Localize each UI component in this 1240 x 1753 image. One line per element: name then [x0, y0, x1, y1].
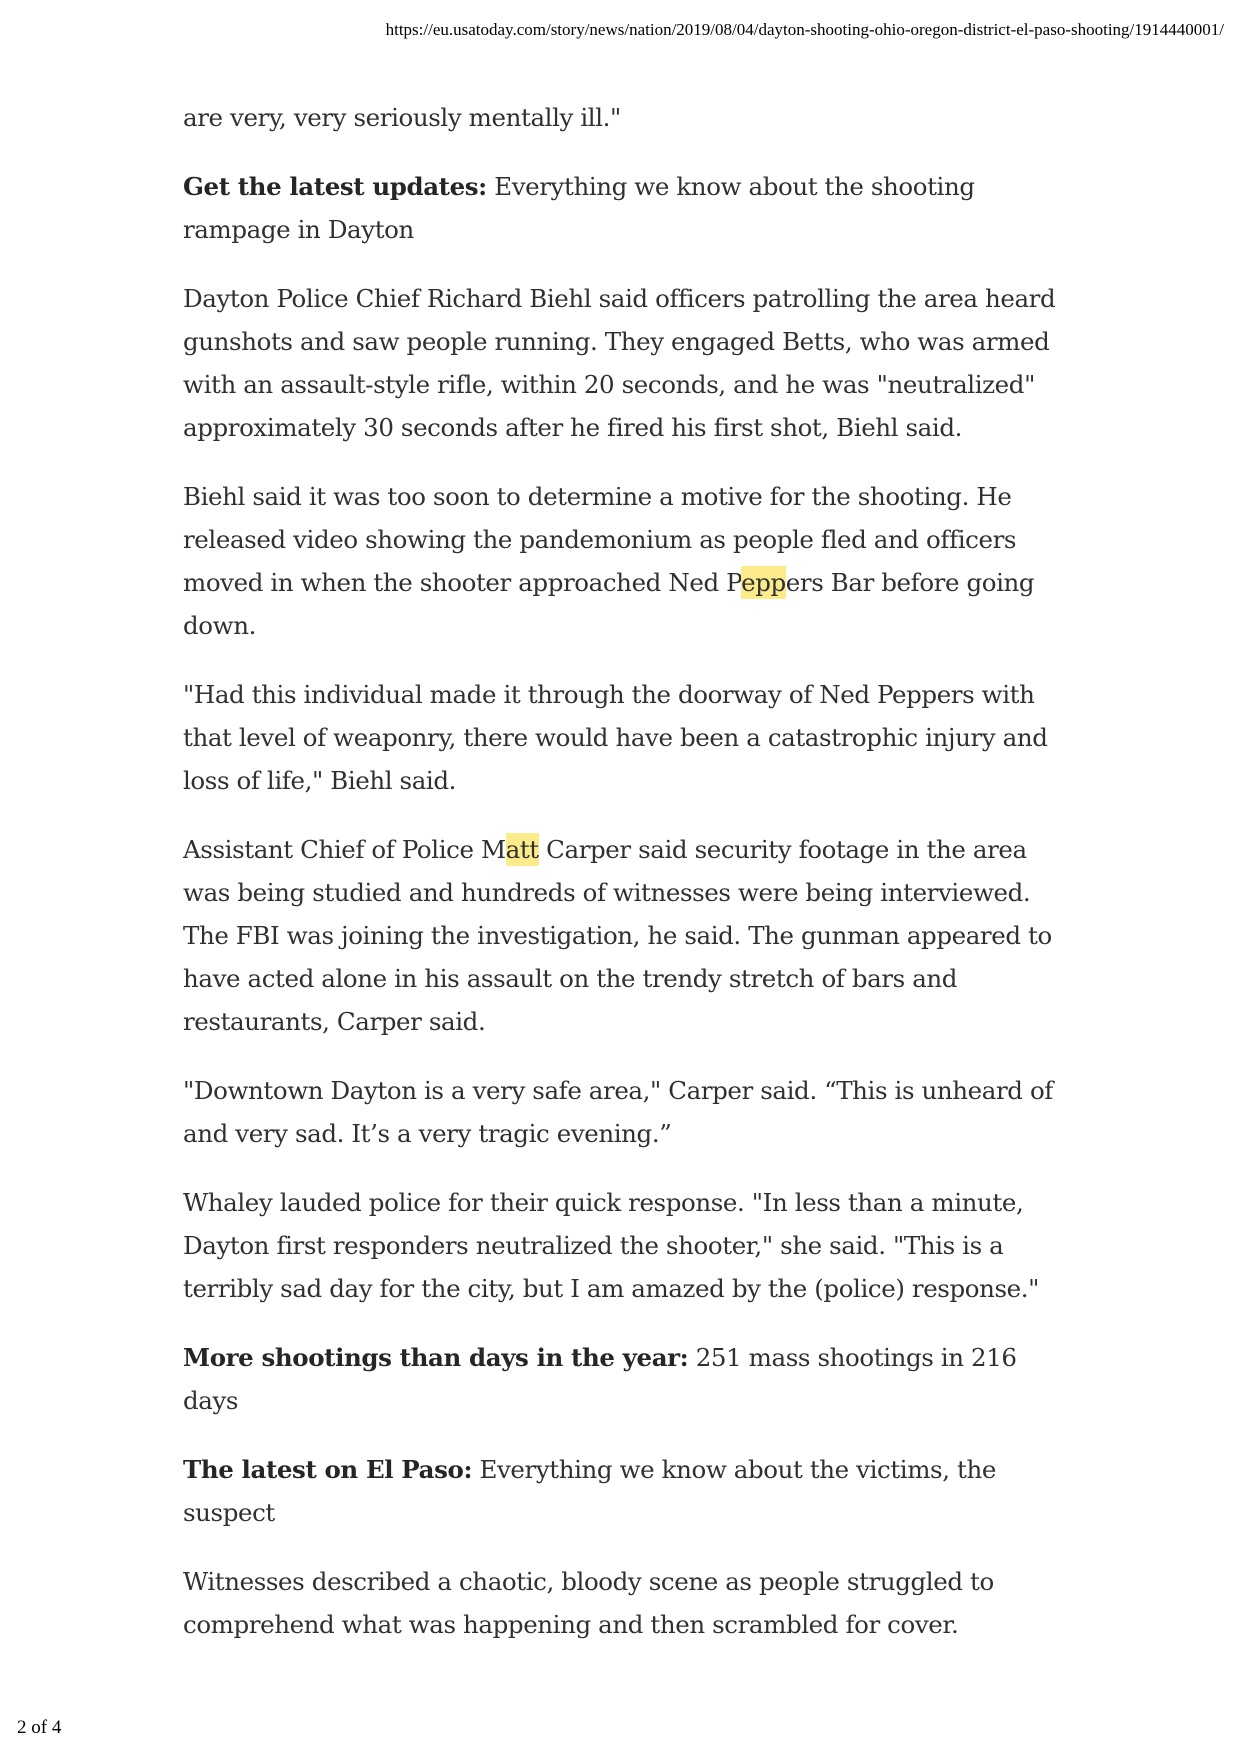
paragraph-biehl-quote: "Had this individual made it through the doorway of Ned Peppers with that level of weaponry, there would have been a catastrophic injury and loss of life," Biehl said.	[183, 680, 1048, 795]
highlight-matt: att	[505, 835, 539, 864]
more-shootings-link-text[interactable]: 251 mass shootings in 216 days	[183, 1343, 1017, 1415]
more-shootings-lead: More shootings than days in the year:	[183, 1343, 689, 1372]
motive-text-start: Biehl said it was too soon to determine a motive for the shooting. He released video showing the pandemonium as people fled and officers moved in when the shooter approached Ned P	[183, 482, 1017, 597]
carper-text-end: Carper said security footage in the area was being studied and hundreds of witnesses were being interviewed. The FBI was joining the investigation, he said. The gunman appeared to have acted alone in his assault on the trendy stretch of bars and restaurants, Carper said.	[183, 835, 1052, 1036]
el-paso-lead: The latest on El Paso:	[183, 1455, 473, 1484]
latest-updates-lead: Get the latest updates:	[183, 172, 487, 201]
paragraph-police-response: Dayton Police Chief Richard Biehl said officers patrolling the area heard gunshots and saw people running. They engaged Betts, who was armed with an assault-style rifle, within 20 seconds, and he was "neutralized" approximately 30 seconds after he fired his first shot, Biehl said.	[183, 284, 1056, 442]
paragraph-carper-quote: "Downtown Dayton is a very safe area," Carper said. “This is unheard of and very sad. It’s a very tragic evening.”	[183, 1076, 1053, 1148]
paragraph-motive	[183, 475, 1068, 647]
article-body	[183, 96, 1068, 1672]
page-indicator: 2 of 4	[17, 1717, 62, 1738]
highlight-pepp: epp	[741, 568, 786, 597]
paragraph-latest-updates-link[interactable]	[183, 165, 1068, 251]
paragraph-el-paso-link[interactable]	[183, 1448, 1068, 1534]
paragraph-carper-investigation	[183, 828, 1068, 1043]
paragraph-witnesses: Witnesses described a chaotic, bloody scene as people struggled to comprehend what was happening and then scrambled for cover.	[183, 1567, 994, 1639]
carper-text-start: Assistant Chief of Police M	[183, 835, 506, 864]
paragraph-mental-health-quote: are very, very seriously mentally ill."	[183, 103, 621, 132]
latest-updates-link-text[interactable]: Everything we know about the shooting rampage in Dayton	[183, 172, 975, 244]
el-paso-link-text[interactable]: Everything we know about the victims, the suspect	[183, 1455, 996, 1527]
paragraph-whaley-quote: Whaley lauded police for their quick response. "In less than a minute, Dayton first responders neutralized the shooter," she said. "This is a terribly sad day for the city, but I am amazed by the (police) response."	[183, 1188, 1040, 1303]
paragraph-more-shootings-link[interactable]	[183, 1336, 1068, 1422]
page-url-header: https://eu.usatoday.com/story/news/nation/2019/08/04/dayton-shooting-ohio-oregon-district-el-paso-shooting/1914440001/	[385, 20, 1224, 39]
motive-text-end: ers Bar before going down.	[183, 568, 1035, 640]
